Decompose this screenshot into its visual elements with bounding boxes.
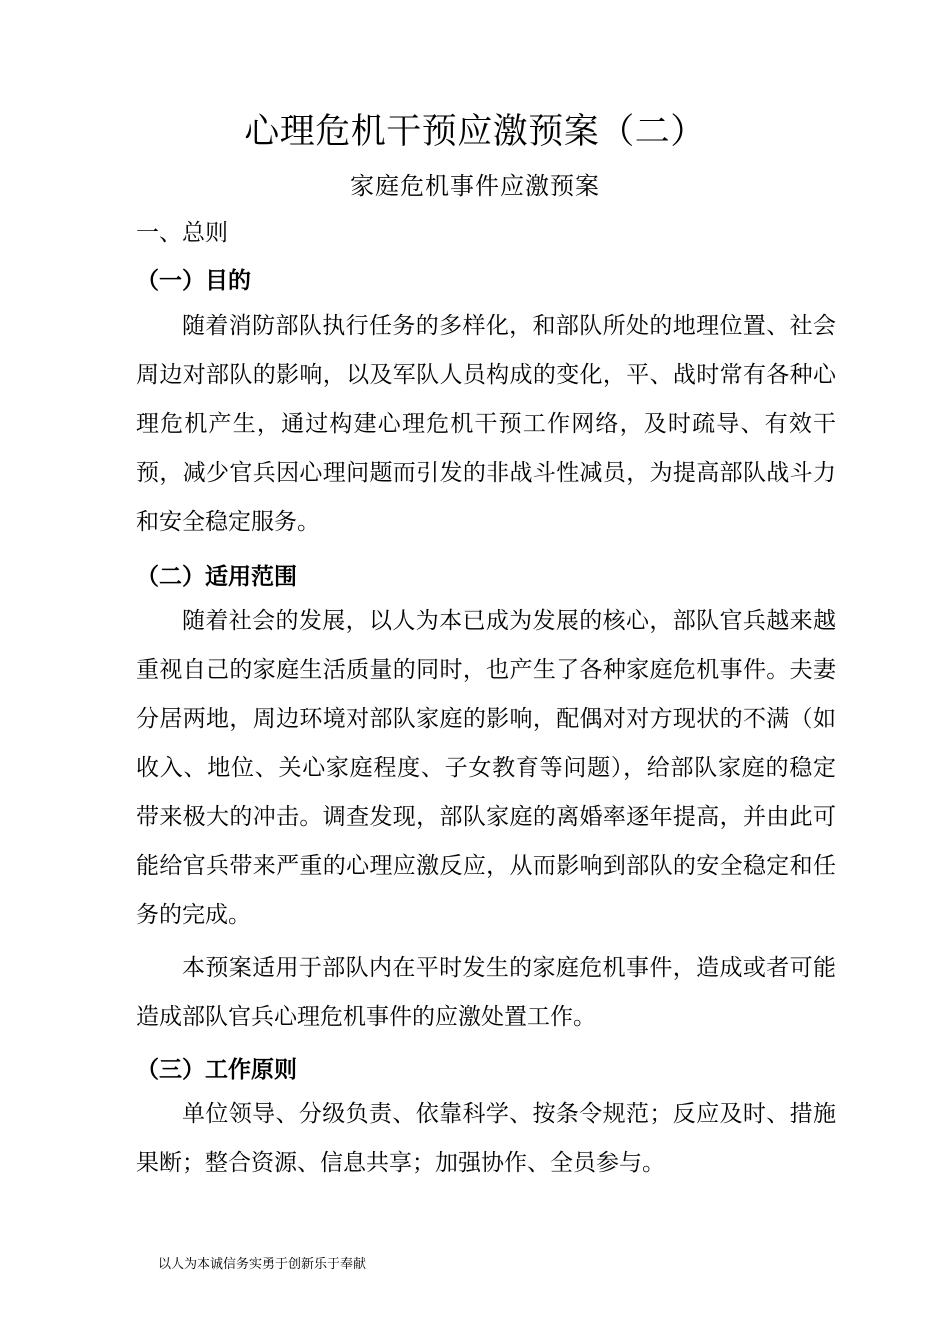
subheading-principles: （三）工作原则 bbox=[136, 1057, 297, 1083]
subheading-purpose: （一）目的 bbox=[136, 268, 251, 294]
subheading-scope: （二）适用范围 bbox=[136, 564, 297, 590]
section-heading-general: 一、总则 bbox=[136, 220, 228, 246]
paragraph-applicability: 本预案适用于部队内在平时发生的家庭危机事件，造成或者可能造成部队官兵心理危机事件的应激处置工作。 bbox=[136, 955, 836, 1030]
paragraph-purpose: 随着消防部队执行任务的多样化，和部队所处的地理位置、社会周边对部队的影响，以及军队人员构成的变化，平、战时常有各种心理危机产生，通过构建心理危机干预工作网络，及时疏导、有效干预，减少官兵因心理问题而引发的非战斗性减员，为提高部队战斗力和安全稳定服务。 bbox=[136, 313, 836, 535]
paragraph-principles: 单位领导、分级负责、依靠科学、按条令规范；反应及时、措施果断；整合资源、信息共享；加强协作、全员参与。 bbox=[136, 1101, 836, 1176]
document-subtitle: 家庭危机事件应激预案 bbox=[350, 172, 600, 200]
document-title: 心理危机干预应激预案（二） bbox=[244, 112, 706, 152]
paragraph-scope: 随着社会的发展，以人为本已成为发展的核心，部队官兵越来越重视自己的家庭生活质量的同时，也产生了各种家庭危机事件。夫妻分居两地，周边环境对部队家庭的影响，配偶对对方现状的不满（如收入、地位、关心家庭程度、子女教育等问题），给部队家庭的稳定带来极大的冲击。调查发现，部队家庭的离婚率逐年提高，并由此可能给官兵带来严重的心理应激反应，从而影响到部队的安全稳定和任务的完成。 bbox=[136, 608, 836, 928]
footer-motto: 以人为本诚信务实勇于创新乐于奉献 bbox=[158, 1257, 367, 1272]
